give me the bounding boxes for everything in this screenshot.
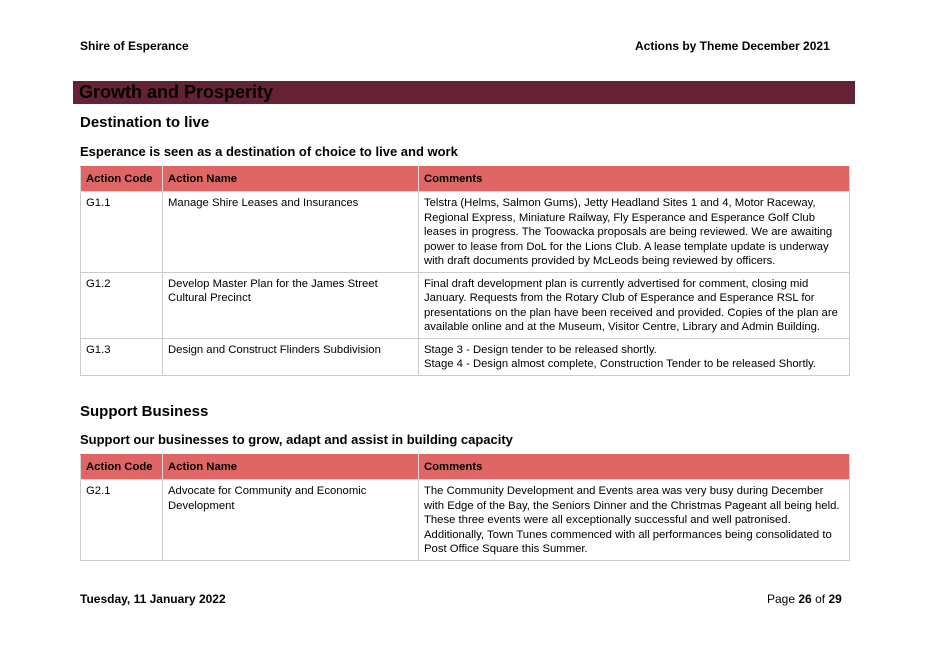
table-row xyxy=(81,192,850,273)
action-code: G1.3 xyxy=(81,338,163,375)
action-name: Design and Construct Flinders Subdivision xyxy=(163,338,419,375)
theme-bar xyxy=(73,81,855,104)
page-prefix: Page xyxy=(767,592,796,606)
action-name: Advocate for Community and Economic Development xyxy=(163,480,419,561)
section-subtitle: Esperance is seen as a destination of choice to live and work xyxy=(80,144,458,159)
action-code: G2.1 xyxy=(81,480,163,561)
column-header-comments: Comments xyxy=(419,455,850,480)
table-header-row xyxy=(81,167,850,192)
section-title: Support Business xyxy=(80,403,209,420)
comment-line: Stage 4 - Design almost complete, Construction Tender to be released Shortly. xyxy=(424,358,817,370)
actions-table xyxy=(80,166,850,376)
action-comments: The Community Development and Events area was very busy during December with Edge of the Bay, the Seniors Dinner and the Christmas Pageant all being held. These three events were all exceptionally successful and well patronised. Additionally, Town Tunes commenced with all performances being consolidated to Post Office Square this Summer. xyxy=(419,480,850,561)
action-comments xyxy=(419,338,850,375)
table-row xyxy=(81,480,850,561)
column-header-code: Action Code xyxy=(81,455,163,480)
footer-page-number xyxy=(767,592,842,606)
column-header-comments: Comments xyxy=(419,167,850,192)
page-total: 29 xyxy=(828,592,842,606)
action-name: Develop Master Plan for the James Street Cultural Precinct xyxy=(163,272,419,338)
action-name: Manage Shire Leases and Insurances xyxy=(163,192,419,273)
actions-table xyxy=(80,454,850,561)
section-subtitle: Support our businesses to grow, adapt and assist in building capacity xyxy=(80,432,513,447)
column-header-code: Action Code xyxy=(81,167,163,192)
header-org: Shire of Esperance xyxy=(80,39,189,53)
header-report-title: Actions by Theme December 2021 xyxy=(635,39,830,53)
table-row xyxy=(81,338,850,375)
action-comments: Telstra (Helms, Salmon Gums), Jetty Headland Sites 1 and 4, Motor Raceway, Regional Express, Miniature Railway, Fly Esperance and Esperance Golf Club leases in progress. The Toowacka proposals are being reviewed. We are awaiting power to lease from DoL for the Lions Club. A lease template update is underway with draft documents provided by McLeods being reviewed by officers. xyxy=(419,192,850,273)
action-comments: Final draft development plan is currently advertised for comment, closing mid January. Requests from the Rotary Club of Esperance and Esperance RSL for presentations on the plan have been received and provided. Copies of the plan are available online and at the Museum, Visitor Centre, Library and Admin Building. xyxy=(419,272,850,338)
page-current: 26 xyxy=(798,592,812,606)
column-header-name: Action Name xyxy=(163,455,419,480)
table-row xyxy=(81,272,850,338)
action-code: G1.1 xyxy=(81,192,163,273)
section-title: Destination to live xyxy=(80,114,210,131)
column-header-name: Action Name xyxy=(163,167,419,192)
footer-date: Tuesday, 11 January 2022 xyxy=(80,592,226,606)
page-of: of xyxy=(815,592,826,606)
comment-line: Stage 3 - Design tender to be released shortly. xyxy=(424,343,657,356)
table-header-row xyxy=(81,455,850,480)
action-code: G1.2 xyxy=(81,272,163,338)
theme-title: Growth and Prosperity xyxy=(79,82,274,102)
